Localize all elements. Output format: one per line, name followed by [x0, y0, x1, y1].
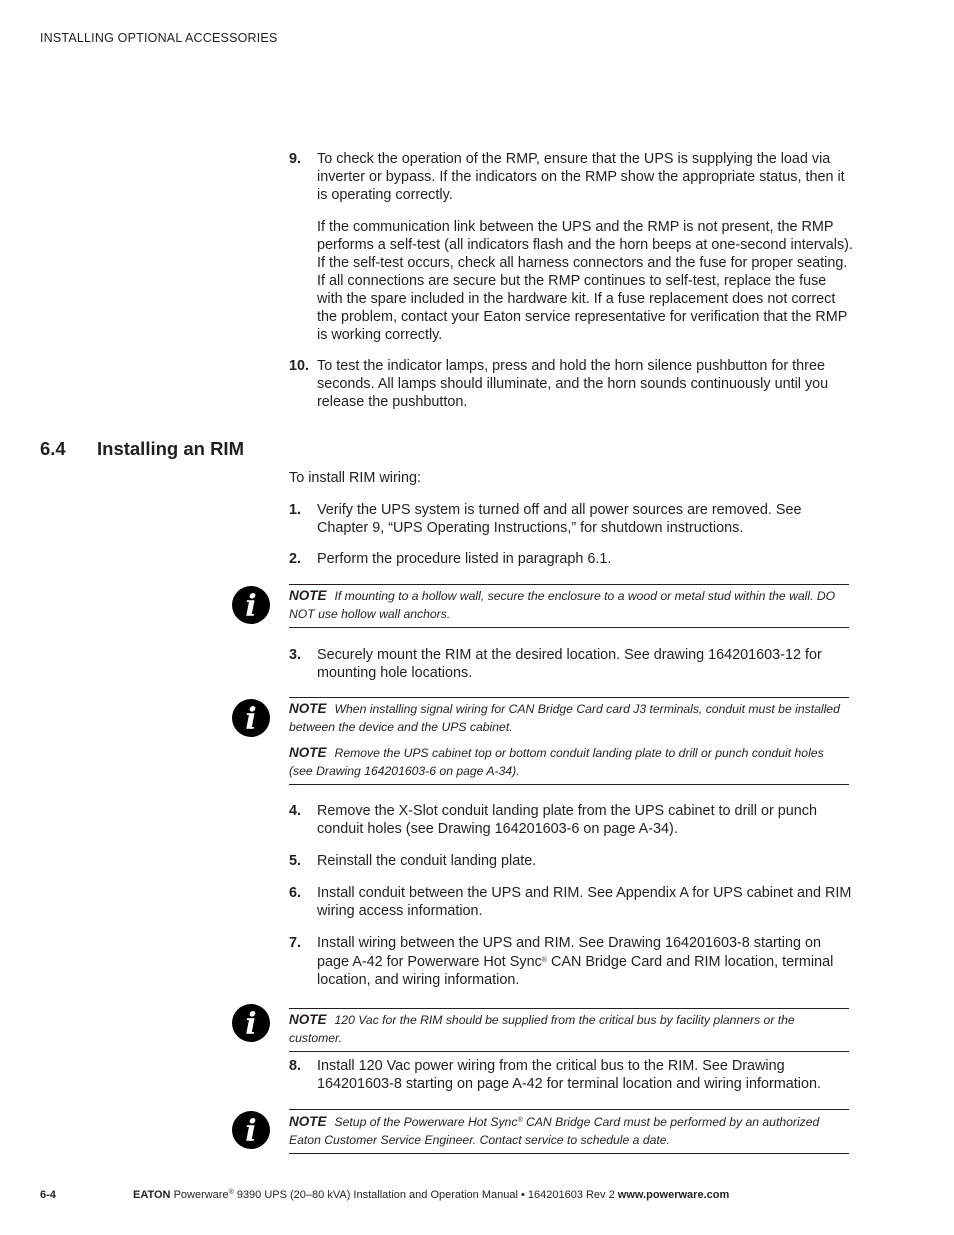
note-label: NOTE [289, 1012, 327, 1027]
footer-text [133, 1189, 729, 1201]
info-icon [232, 586, 270, 624]
note-text [289, 1112, 849, 1149]
step-6 [289, 884, 853, 920]
step-text: To test the indicator lamps, press and hold the horn silence pushbutton for three seconds. All lamps should illuminate, and the horn sounds continuously until you release the pushbutton. [317, 358, 829, 410]
note-label: NOTE [289, 701, 327, 716]
note-body-part: Setup of the Powerware Hot Sync [334, 1115, 518, 1129]
step-3 [289, 646, 853, 682]
step-number: 3. [289, 647, 302, 663]
step-text-part: Install wiring between the UPS and RIM. See Drawing 164201603-8 starting on page A-42 for Powerware Hot Sync [317, 935, 821, 970]
step-text: Verify the UPS system is turned off and all power sources are removed. See Chapter 9, “UPS Operating Instructions,” for shutdown instructions. [317, 502, 802, 536]
step-9 [289, 150, 853, 204]
step-5 [289, 852, 853, 870]
step-text: To check the operation of the RMP, ensure that the UPS is supplying the load via inverter or bypass. If the indicators on the RMP show the appropriate status, then it is operating correctly. [317, 151, 845, 203]
registered-mark: ® [517, 1117, 523, 1124]
step-2 [289, 550, 853, 568]
step-number: 10. [289, 358, 310, 374]
note-box [289, 1109, 849, 1154]
info-icon [232, 699, 270, 737]
note-label: NOTE [289, 1114, 327, 1129]
step-9-followup: If the communication link between the UPS and the RMP is not present, the RMP performs a self-test (all indicators flash and the horn beeps at one-second intervals). If the self-test occurs, check all harness connectors and the fuse for proper seating. If all connections are secure but the RMP continues to self-test, replace the fuse with the spare included in the hardware kit. If a fuse replacement does not correct the problem, contact your Eaton service representative for verification that the RMP is working correctly. [317, 219, 853, 343]
note-text [289, 587, 849, 623]
note-text [289, 700, 849, 736]
note-box [289, 1008, 849, 1052]
note-box [289, 584, 849, 628]
section-intro: To install RIM wiring: [289, 470, 421, 486]
step-8 [289, 1057, 853, 1093]
registered-mark: ® [228, 1189, 234, 1196]
step-number: 8. [289, 1058, 302, 1074]
step-1 [289, 501, 853, 537]
step-text: Install conduit between the UPS and RIM. See Appendix A for UPS cabinet and RIM wiring access information. [317, 885, 852, 919]
step-text: Install 120 Vac power wiring from the critical bus to the RIM. See Drawing 164201603-8 starting on page A-42 for terminal location and wiring information. [317, 1058, 821, 1092]
step-10 [289, 357, 853, 411]
step-text-part: CAN Bridge Card and RIM location, terminal location, and wiring information. [317, 954, 834, 988]
note-body: If mounting to a hollow wall, secure the enclosure to a wood or metal stud within the wall. DO NOT use hollow wall anchors. [289, 589, 836, 621]
step-text [317, 934, 853, 989]
step-number: 7. [289, 935, 302, 951]
section-title: Installing an RIM [97, 438, 244, 459]
step-number: 4. [289, 803, 302, 819]
footer-title: 9390 UPS (20–80 kVA) Installation and Operation Manual • 164201603 Rev 2 [233, 1189, 618, 1201]
step-number: 9. [289, 151, 302, 167]
section-heading [40, 438, 244, 460]
svg-text:i: i [245, 589, 257, 624]
step-text: Perform the procedure listed in paragraph 6.1. [317, 551, 612, 567]
step-number: 2. [289, 551, 302, 567]
note-box [289, 697, 849, 785]
section-number: 6.4 [40, 438, 66, 459]
step-7 [289, 934, 853, 989]
svg-text:i: i [245, 702, 257, 737]
note-body: 120 Vac for the RIM should be supplied from the critical bus by facility planners or the customer. [289, 1013, 795, 1045]
step-text: Reinstall the conduit landing plate. [317, 853, 537, 869]
note-label: NOTE [289, 745, 327, 760]
footer-product: Powerware [173, 1189, 229, 1201]
svg-text:i: i [245, 1114, 257, 1149]
page-number: 6-4 [40, 1189, 56, 1201]
note-body: When installing signal wiring for CAN Bridge Card card J3 terminals, conduit must be installed between the device and the UPS cabinet. [289, 702, 840, 734]
svg-text:i: i [245, 1007, 257, 1042]
footer-brand: EATON [133, 1189, 171, 1201]
step-number: 1. [289, 502, 302, 518]
step-number: 6. [289, 885, 302, 901]
note-body-part: CAN Bridge Card must be performed by an authorized Eaton Customer Service Engineer. Contact service to schedule a date. [289, 1115, 820, 1147]
note-body: Remove the UPS cabinet top or bottom conduit landing plate to drill or punch conduit holes (see Drawing 164201603-6 on page A-34). [289, 746, 824, 778]
registered-mark: ® [541, 957, 547, 964]
note-text [289, 1011, 849, 1047]
step-text: Securely mount the RIM at the desired location. See drawing 164201603-12 for mounting hole locations. [317, 647, 822, 681]
footer-url: www.powerware.com [617, 1189, 730, 1201]
step-4 [289, 802, 853, 838]
note-label: NOTE [289, 588, 327, 603]
info-icon [232, 1111, 270, 1149]
running-head: INSTALLING OPTIONAL ACCESSORIES [40, 31, 278, 45]
step-text: Remove the X-Slot conduit landing plate from the UPS cabinet to drill or punch conduit holes (see Drawing 164201603-6 on page A-34). [317, 803, 817, 837]
info-icon [232, 1004, 270, 1042]
step-number: 5. [289, 853, 302, 869]
note-text [289, 744, 849, 780]
